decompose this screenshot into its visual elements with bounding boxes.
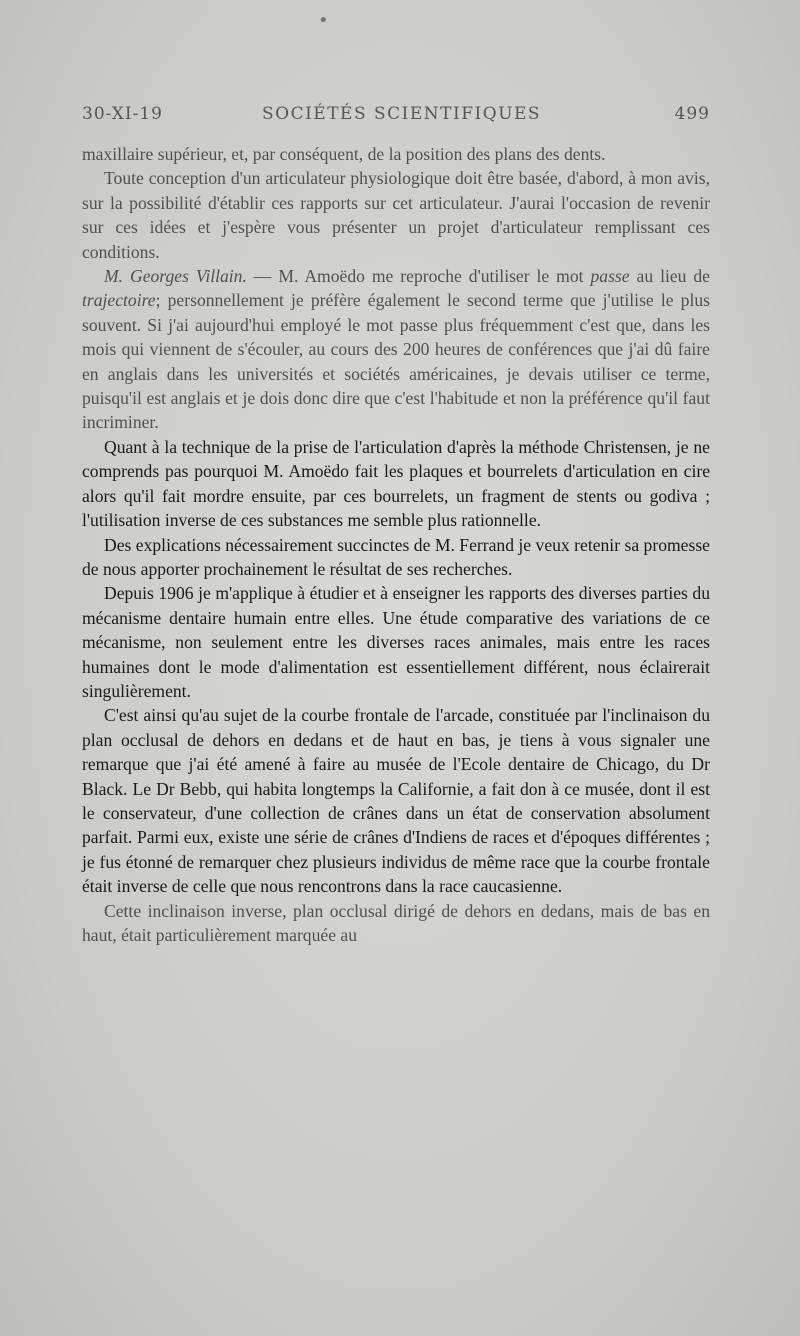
paragraph-frontal-curve: C'est ainsi qu'au sujet de la courbe frontale de l'arcade, constituée par l'inclinaison du plan occlusal de dehors en dedans et de haut en bas, je tiens à vous signaler une remarque que j'ai été amené à faire au musée de l'Ecole dentaire de Chicago, du Dr Black. Le Dr Bebb, qui habita longtemps la Californie, a fait don à ce musée, dont il est le conservateur, d'une collection de crânes dans un état de conservation absolument parfait. Parmi eux, existe une série de crânes d'Indiens de races et d'époques différentes ; je fus étonné de remarquer chez plusieurs individus de même race que la courbe frontale était inverse de celle que nous rencontrons dans la race caucasienne. xyxy=(82,705,710,897)
header-title: SOCIÉTÉS SCIENTIFIQUES xyxy=(262,104,542,124)
ink-speck: • xyxy=(318,10,329,31)
header-date: 30-XI-19 xyxy=(82,104,163,124)
paragraph-articulator: Toute conception d'un articulateur physiologique doit être basée, d'abord, à mon avis, sur la possibilité d'établir ces rapports sur cet articulateur. J'aurai l'occasion de revenir sur ces idées et j'espère vous présenter un projet d'articulateur remplissant ces conditions. xyxy=(82,168,710,262)
running-header xyxy=(82,104,710,134)
italic-term: passe xyxy=(590,266,630,287)
paragraph-continuation: maxillaire supérieur, et, par conséquent, de la position des plans des dents. xyxy=(82,144,606,164)
article-body xyxy=(82,142,710,947)
paragraph-since-1906: Depuis 1906 je m'applique à étudier et à enseigner les rapports des diverses parties du mécanisme dentaire humain entre elles. Une étude comparative des variations de ce mécanisme, non seulement entre les diverses races animales, mais entre les races humaines dont le mode d'alimentation est essentiellement différent, nous éclairerait singulièrement. xyxy=(82,583,710,701)
paragraph-ferrand: Des explications nécessairement succinctes de M. Ferrand je veux retenir sa promesse de nous apporter prochainement le résultat de ses recherches. xyxy=(82,534,710,579)
paragraph-text-part: au lieu de xyxy=(629,266,710,287)
paragraph-villain-reply xyxy=(82,264,710,435)
paragraph-text-part: — M. Amoëdo me reproche d'utiliser le mot xyxy=(246,266,591,287)
italic-term: trajectoire xyxy=(82,290,156,311)
paragraph-inverse-inclination: Cette inclinaison inverse, plan occlusal dirigé de dehors en dedans, mais de bas en haut, était particulièrement marquée au xyxy=(82,900,710,945)
page-number: 499 xyxy=(674,104,710,124)
speaker-name: M. Georges Villain. xyxy=(104,266,247,287)
paragraph-text-part: ; personnellement je préfère également le second terme que j'utilise le plus souvent. Si j'ai aujourd'hui employé le mot passe plus fréquemment c'est que, dans les mois qui viennent de s'écouler, au cours des 200 heures de conférences que j'ai dû faire en anglais dans les universités et sociétés américaines, je devais utiliser ce terme, puisqu'il est anglais et je dois donc dire que c'est l'habitude et non la préférence qu'il faut incriminer. xyxy=(82,290,710,433)
paragraph-christensen: Quant à la technique de la prise de l'articulation d'après la méthode Christensen, je ne comprends pas pourquoi M. Amoëdo fait les plaques et bourrelets d'articulation en cire alors qu'il fait mordre ensuite, par ces bourrelets, un fragment de stents ou godiva ; l'utilisation inverse de ces substances me semble plus rationnelle. xyxy=(82,436,710,531)
